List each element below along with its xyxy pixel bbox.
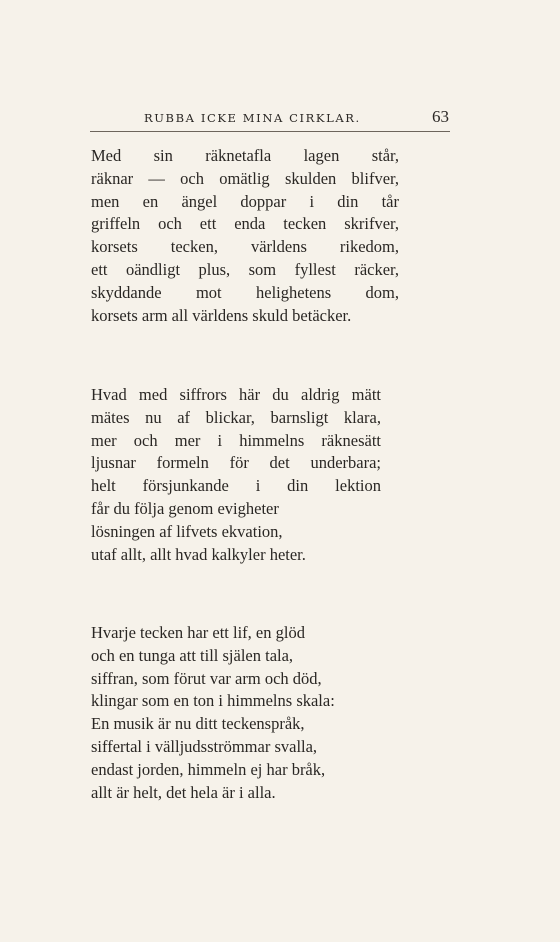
verse-line: helt försjunkande i din lektion <box>91 476 381 496</box>
page-number: 63 <box>432 107 449 126</box>
verse-line: mer och mer i himmelns räknesätt <box>91 430 381 450</box>
verse-line: utaf allt, allt hvad kalkyler heter. <box>91 544 306 564</box>
verse-line: ljusnar formeln för det underbara; <box>91 453 381 473</box>
header-rule <box>90 131 450 132</box>
verse-line: korsets arm all världens skuld betäcker. <box>91 305 352 325</box>
verse-line: skyddande mot helighetens dom, <box>91 282 399 302</box>
verse-line: Hvad med siffrors här du aldrig mätt <box>91 385 381 404</box>
stanza-2 <box>91 384 381 566</box>
running-title: RUBBA ICKE MINA CIRKLAR. <box>144 111 361 125</box>
verse-line: endast jorden, himmeln ej har bråk, <box>91 759 326 779</box>
verse-line: ett oändligt plus, som fyllest räcker, <box>91 259 399 279</box>
verse-line: korsets tecken, världens rikedom, <box>91 237 399 257</box>
verse-line: men en ängel doppar i din tår <box>91 191 399 211</box>
verse-line: och en tunga att till själen tala, <box>91 645 294 665</box>
verse-line: mätes nu af blickar, barnsligt klara, <box>91 407 381 427</box>
verse-line: lösningen af lifvets ekvation, <box>91 521 283 541</box>
stanza-1 <box>91 145 399 327</box>
verse-line: får du följa genom evigheter <box>91 498 279 518</box>
verse-line: allt är helt, det hela är i alla. <box>91 782 276 802</box>
verse-line: siffertal i välljudsströmmar svalla, <box>91 736 318 756</box>
verse-line: Med sin räknetafla lagen står, <box>91 146 399 165</box>
verse-line: siffran, som förut var arm och död, <box>91 668 322 688</box>
stanza-3 <box>91 622 376 804</box>
verse-line: griffeln och ett enda tecken skrifver, <box>91 214 399 234</box>
verse-line: klingar som en ton i himmelns skala: <box>91 691 335 711</box>
running-head <box>0 107 560 131</box>
verse-line: räknar — och omätlig skulden blifver, <box>91 168 399 188</box>
verse-line: Hvarje tecken har ett lif, en glöd <box>91 623 305 642</box>
verse-line: En musik är nu ditt teckenspråk, <box>91 714 305 734</box>
